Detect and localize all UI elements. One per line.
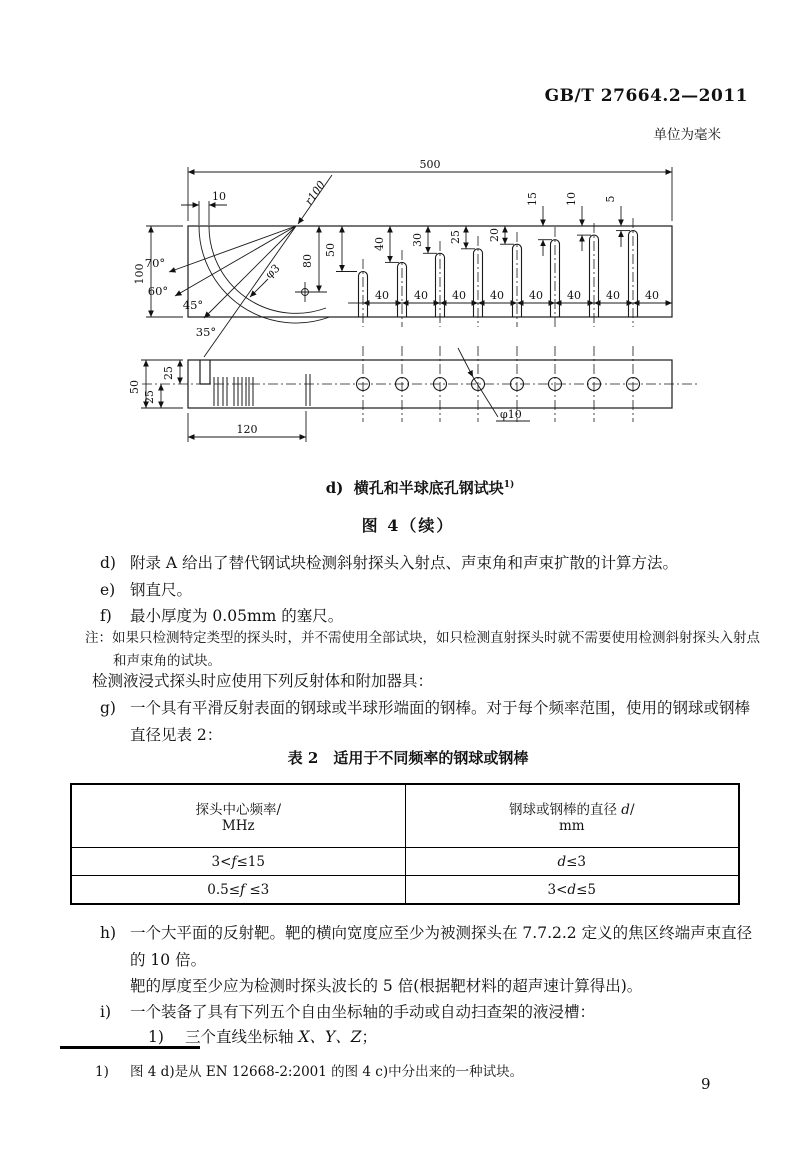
r2c2-post: ≤5: [576, 881, 596, 898]
table-cell-r2-diameter: [405, 876, 739, 905]
list-item-e-marker: e): [100, 581, 116, 599]
figure-4d-drawing: [0, 155, 800, 455]
r1c1-var: f: [231, 853, 237, 870]
angle-label-45: 45°: [182, 298, 204, 312]
dim-label-10: 10: [212, 190, 226, 203]
r1c1-pre: 3<: [211, 853, 232, 870]
hole-depth-label-25: 25: [449, 230, 462, 244]
list-item-h-line-2: 的 10 倍。: [130, 951, 207, 969]
header-diameter-pre: 钢球或钢棒的直径: [508, 802, 622, 818]
list-item-f: [100, 604, 343, 626]
table-header-cell-diameter: [405, 784, 739, 848]
note-label: 注：: [85, 630, 112, 646]
spacing-label-2: 40: [414, 289, 428, 302]
sdh-diameter-label: φ3: [262, 261, 283, 282]
list-item-d-text: 附录 A 给出了替代钢试块检测斜射探头入射点、声束角和声束扩散的计算方法。: [130, 554, 679, 572]
list-item-g-line-1: [100, 696, 750, 718]
plan-dim-label-25-upper: 25: [162, 366, 175, 380]
hole-depth-label-5: 5: [604, 195, 617, 203]
plan-view-grooves: [214, 374, 310, 406]
r2c1-pre: 0.5≤: [207, 881, 241, 898]
hole-depth-label-20: 20: [488, 228, 501, 242]
hole-depth-label-50: 50: [324, 243, 337, 257]
table-row-2: [71, 876, 739, 905]
note-text-1: 如果只检测特定类型的探头时，并不需使用全部试块，如只检测直射探头时就不需要使用检测斜射探头入射点: [112, 630, 760, 646]
units-note: 单位为毫米: [653, 127, 721, 143]
list-subitem-1-pre: 三个直线坐标轴: [185, 1028, 299, 1046]
plan-dim-label-25-lower: 25: [143, 390, 156, 404]
header-frequency-line1: 探头中心频率/: [195, 802, 282, 818]
table-2-container: [70, 783, 740, 905]
table-2: [70, 783, 740, 905]
list-item-i-marker: i): [100, 1003, 112, 1021]
spacing-label-7: 40: [606, 289, 620, 302]
list-item-g-marker: g): [100, 699, 116, 717]
list-subitem-1-marker: 1): [148, 1028, 164, 1046]
figure-caption-text: 横孔和半球底孔钢试块: [353, 479, 504, 497]
header-diameter-var: d: [621, 802, 630, 818]
header-diameter-line2: mm: [558, 818, 585, 834]
table-cell-r2-frequency: [71, 876, 405, 905]
list-subitem-1-axes: X、Y、Z: [298, 1028, 362, 1046]
footnote-marker: 1): [95, 1064, 109, 1080]
plan-view-dimensions: [141, 348, 530, 442]
list-item-i: [100, 1000, 595, 1022]
list-item-d: [100, 551, 678, 573]
header-frequency-line2: MHz: [221, 818, 255, 834]
angle-label-70: 70°: [144, 256, 166, 270]
r1c2-var: d: [557, 853, 567, 870]
spacing-label-1: 40: [375, 289, 389, 302]
spacing-label-3: 40: [452, 289, 466, 302]
angle-label-60: 60°: [147, 284, 169, 298]
front-view-holes: [359, 231, 638, 317]
list-item-g-text-1: 一个具有平滑反射表面的钢球或半球形端面的钢棒。对于每个频率范围，使用的钢球或钢棒: [130, 699, 751, 717]
list-subitem-1: [148, 1025, 377, 1047]
figure-caption: [20, 477, 800, 498]
plan-hole-diameter-label: φ10: [500, 408, 522, 421]
list-subitem-1-post: ；: [361, 1028, 377, 1046]
hole-depth-label-30: 30: [411, 233, 424, 247]
list-item-f-text: 最小厚度为 0.05mm 的塞尺。: [130, 607, 344, 625]
footnote: [95, 1060, 523, 1080]
table-header-cell-frequency: [71, 784, 405, 848]
footnote-rule: [60, 1046, 200, 1049]
r2c2-pre: 3<: [547, 881, 568, 898]
spacing-label-5: 40: [529, 289, 543, 302]
r2c1-post: ≤3: [245, 881, 270, 898]
page-number: 9: [701, 1075, 711, 1093]
r1c1-post: ≤15: [236, 853, 265, 870]
dim-label-500: 500: [419, 158, 441, 171]
figure-caption-item: d): [325, 479, 344, 497]
dim-label-100: 100: [133, 263, 146, 285]
hole-depth-label-15: 15: [526, 192, 539, 206]
table-cell-r1-diameter: [405, 848, 739, 876]
r2c1-var: f: [240, 881, 246, 898]
dim-label-80: 80: [301, 254, 314, 268]
plan-dim-label-50: 50: [128, 380, 141, 394]
table-title: 表 2 适用于不同频率的钢球或钢棒: [287, 749, 529, 767]
list-item-h-line-1: [100, 921, 752, 943]
list-item-e-text: 钢直尺。: [130, 581, 193, 599]
list-item-h-line-3: 靶的厚度至少应为检测时探头波长的 5 倍(根据靶材料的超声速计算得出)。: [130, 977, 643, 995]
plan-view-centerlines: [142, 346, 700, 422]
hole-depth-label-10: 10: [565, 192, 578, 206]
list-item-d-marker: d): [100, 554, 116, 572]
header-diameter-line1: [406, 798, 739, 818]
list-item-f-marker: f): [100, 607, 112, 625]
table-row-1: [71, 848, 739, 876]
table-header-row: [71, 784, 739, 848]
note-line-1: [85, 626, 760, 646]
list-item-h-marker: h): [100, 924, 117, 942]
spacing-label-8: 40: [645, 289, 659, 302]
figure-caption-footnote-ref: 1): [503, 480, 515, 490]
list-item-g-line-2: 直径见表 2：: [130, 726, 223, 744]
spacing-label-4: 40: [490, 289, 504, 302]
list-item-h-text-1: 一个大平面的反射靶。靶的横向宽度应至少为被测探头在 7.7.2.2 定义的焦区终端声束直径: [130, 924, 753, 942]
standard-number: GB/T 27664.2—2011: [544, 86, 748, 106]
radius-label-r100: r100: [302, 178, 328, 208]
r2c2-var: d: [567, 881, 577, 898]
angle-label-35: 35°: [195, 325, 217, 339]
immersion-lead-in: 检测液浸式探头时应使用下列反射体和附加器具：: [92, 672, 434, 690]
header-diameter-post: /: [629, 802, 635, 818]
list-item-i-text: 一个装备了具有下列五个自由坐标轴的手动或自动扫查架的液浸槽：: [130, 1003, 596, 1021]
plan-dim-label-120: 120: [236, 423, 258, 436]
r1c2-post: ≤3: [566, 853, 587, 870]
figure-label: 图 4（续）: [361, 516, 455, 535]
spacing-label-6: 40: [567, 289, 581, 302]
footnote-text: 图 4 d)是从 EN 12668-2:2001 的图 4 c)中分出来的一种试块。: [130, 1064, 524, 1080]
note-line-2: 和声束角的试块。: [113, 653, 221, 669]
hole-depth-label-40: 40: [373, 237, 386, 251]
table-cell-r1-frequency: [71, 848, 405, 876]
list-item-e: [100, 578, 192, 600]
